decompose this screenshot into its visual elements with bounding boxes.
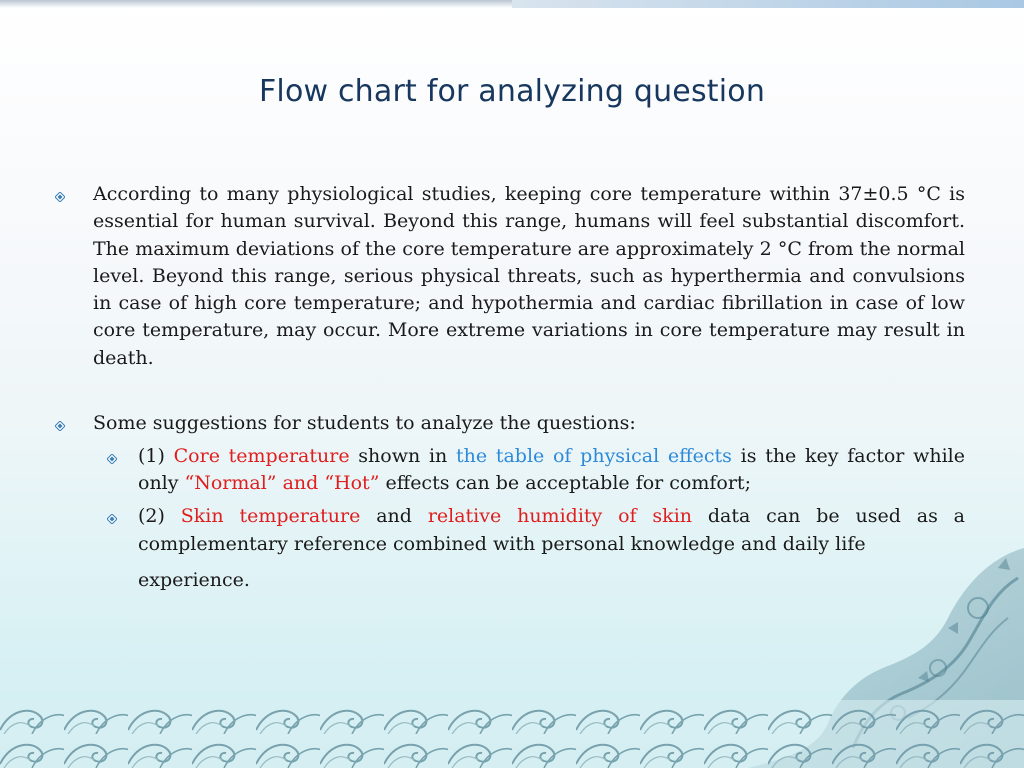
sub-bullet-1-prefix: (1) (138, 445, 174, 467)
normal-hot-highlight: “Normal” and “Hot” (184, 472, 380, 495)
diamond-bullet-icon (107, 514, 117, 524)
sub-bullet-1-text: is the key factor while only (138, 445, 966, 495)
skin-temperature-highlight: Skin temperature (180, 505, 361, 527)
sub-bullet-2-prefix: (2) (138, 505, 181, 527)
paragraph-suggestions-heading: Some suggestions for students to analyze the questions: (93, 412, 636, 434)
diamond-bullet-icon (55, 192, 65, 202)
sub-bullet-2-suffix: data can be used as a complementary reference combined with personal knowledge and daily life (138, 505, 965, 555)
table-of-physical-effects-link: the table of physical effects (455, 445, 732, 467)
sub-bullet-1-suffix: effects can be acceptable for comfort; (379, 472, 751, 495)
wave-pattern-decoration (0, 700, 1024, 768)
diamond-bullet-icon (55, 421, 65, 431)
core-temperature-highlight: Core temperature (173, 445, 350, 467)
sub-bullet-1 (138, 443, 965, 498)
diamond-bullet-icon (107, 454, 117, 464)
paragraph-core-temperature: According to many physiological studies, keeping core temperature within 37±0.5 °C is essential for human survival. Beyond this range, humans will feel substantial discomfort. The maximum deviations of the core temperature are approximately 2 °C from the normal level. Beyond this range, serious physical threats, such as hyperthermia and convulsions in case of high core temperature; and hypothermia and cardiac fibrillation in case of low core temperature, may occur. More extreme variations in core temperature may result in death. (93, 183, 965, 369)
slide-title: Flow chart for analyzing question (258, 74, 766, 109)
sub-bullet-2-last-line: experience. (138, 569, 250, 591)
sub-bullet-2-text: and (360, 505, 428, 527)
sub-bullet-1-text: shown in (349, 445, 456, 467)
relative-humidity-highlight: relative humidity of skin (427, 505, 693, 527)
